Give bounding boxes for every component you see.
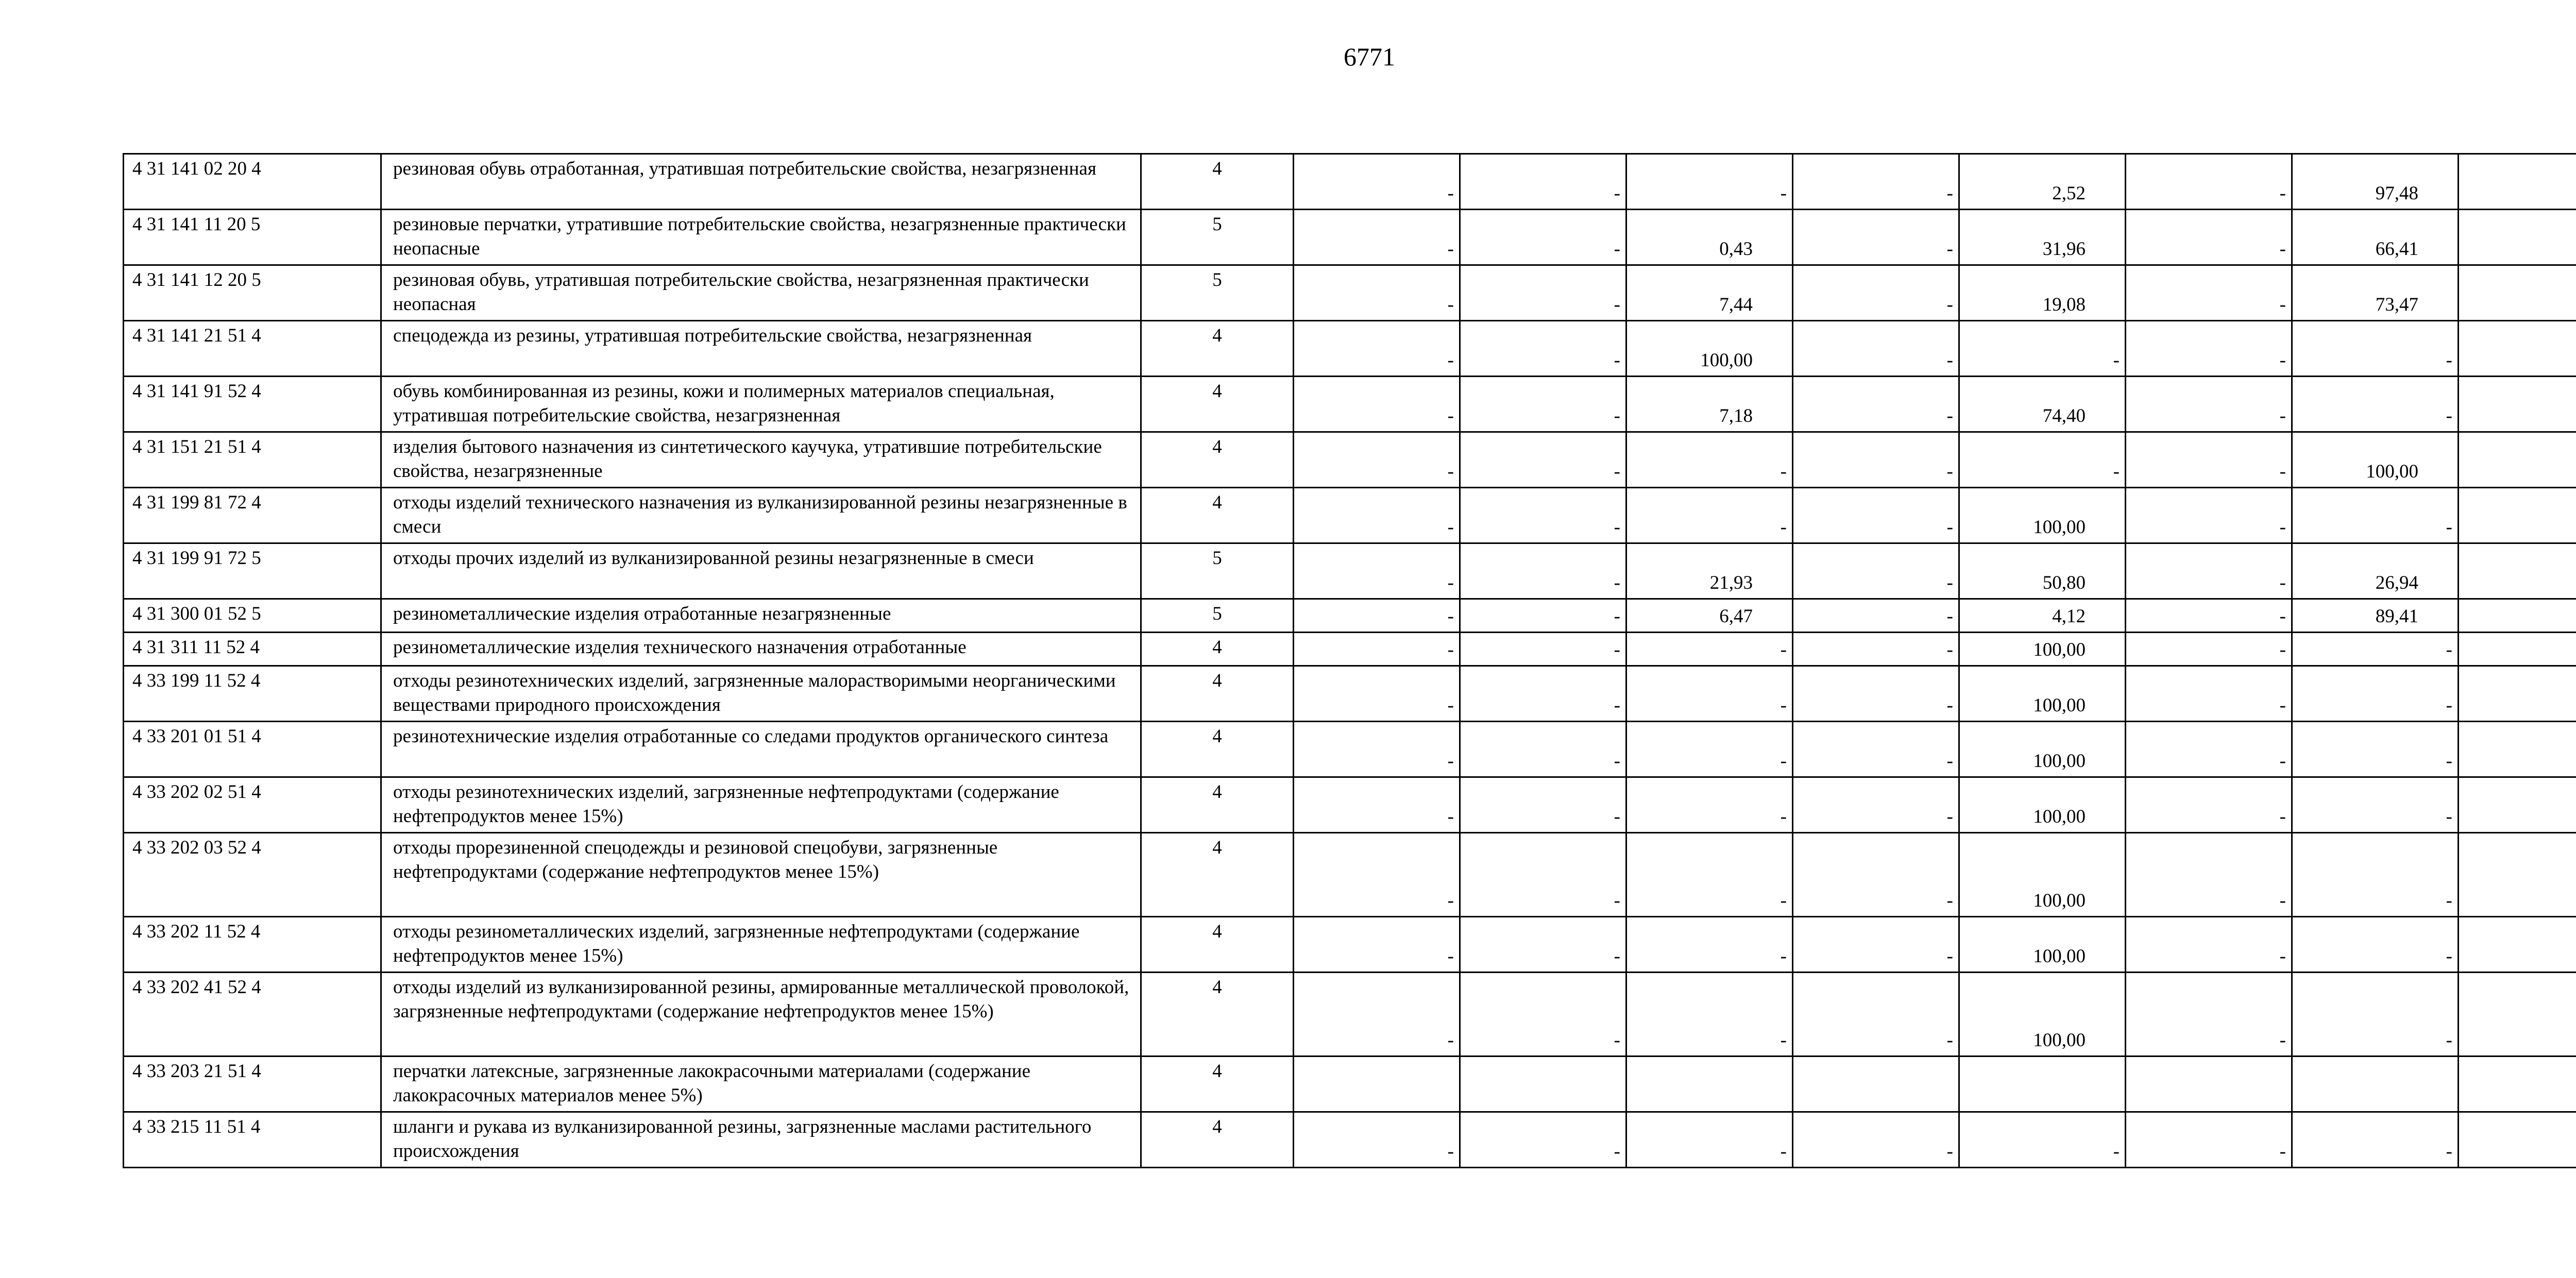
value-cell-7: - <box>2292 777 2459 833</box>
hazard-class-cell: 4 <box>1141 488 1294 543</box>
value-cell-1: - <box>1294 722 1460 777</box>
value-cell-1: - <box>1294 833 1460 917</box>
value-cell-3: 0,43 <box>1626 210 1793 265</box>
value-cell-4: - <box>1793 210 1959 265</box>
value-cell-6: - <box>2126 377 2292 432</box>
value-cell-4: - <box>1793 599 1959 633</box>
table-row <box>124 1112 2576 1168</box>
value-cell-1: - <box>1294 265 1460 321</box>
value-cell-2: - <box>1460 666 1626 722</box>
waste-code-cell: 4 33 202 02 51 4 <box>124 777 381 833</box>
value-cell-6: - <box>2126 265 2292 321</box>
value-cell-3: - <box>1626 973 1793 1057</box>
waste-code-cell: 4 33 202 03 52 4 <box>124 833 381 917</box>
value-cell-3: 7,44 <box>1626 265 1793 321</box>
hazard-class-cell: 4 <box>1141 973 1294 1057</box>
waste-code-cell: 4 31 199 91 72 5 <box>124 543 381 599</box>
value-cell-1: - <box>1294 777 1460 833</box>
value-cell-8 <box>2459 666 2576 722</box>
value-cell-2: - <box>1460 599 1626 633</box>
value-cell-7: - <box>2292 973 2459 1057</box>
value-cell-4: - <box>1793 633 1959 666</box>
waste-name-cell: отходы прорезиненной спецодежды и резиновой спецобуви, загрязненные нефтепродуктами (содержание нефтепродуктов менее 15%) <box>381 833 1141 917</box>
value-cell-2: - <box>1460 543 1626 599</box>
value-cell-1: - <box>1294 488 1460 543</box>
value-cell-4 <box>1793 1057 1959 1112</box>
value-cell-4: - <box>1793 321 1959 377</box>
value-cell-8 <box>2459 377 2576 432</box>
value-cell-4: - <box>1793 265 1959 321</box>
value-cell-5: - <box>1959 1112 2126 1168</box>
table-row <box>124 722 2576 777</box>
value-cell-4: - <box>1793 666 1959 722</box>
value-cell-4: - <box>1793 973 1959 1057</box>
value-cell-8 <box>2459 833 2576 917</box>
waste-name-cell: отходы резинометаллических изделий, загрязненные нефтепродуктами (содержание нефтепродуктов менее 15%) <box>381 917 1141 973</box>
waste-code-cell: 4 31 199 81 72 4 <box>124 488 381 543</box>
value-cell-5: 100,00 <box>1959 722 2126 777</box>
waste-name-cell: резинометаллические изделия технического назначения отработанные <box>381 633 1141 666</box>
value-cell-7: 66,41 <box>2292 210 2459 265</box>
value-cell-8 <box>2459 973 2576 1057</box>
value-cell-2: - <box>1460 917 1626 973</box>
table-row <box>124 488 2576 543</box>
value-cell-6: - <box>2126 210 2292 265</box>
waste-code-cell: 4 33 202 11 52 4 <box>124 917 381 973</box>
value-cell-5: - <box>1959 321 2126 377</box>
waste-code-cell: 4 31 141 12 20 5 <box>124 265 381 321</box>
value-cell-8 <box>2459 917 2576 973</box>
value-cell-6: - <box>2126 321 2292 377</box>
value-cell-1: - <box>1294 321 1460 377</box>
value-cell-3: - <box>1626 917 1793 973</box>
hazard-class-cell: 4 <box>1141 432 1294 488</box>
value-cell-3: - <box>1626 1112 1793 1168</box>
value-cell-8 <box>2459 265 2576 321</box>
value-cell-1 <box>1294 1057 1460 1112</box>
waste-name-cell: отходы резинотехнических изделий, загрязненные нефтепродуктами (содержание нефтепродуктов менее 15%) <box>381 777 1141 833</box>
page-number: 6771 <box>1344 42 1395 71</box>
value-cell-4: - <box>1793 154 1959 210</box>
value-cell-6: - <box>2126 633 2292 666</box>
value-cell-7 <box>2292 1057 2459 1112</box>
value-cell-8 <box>2459 777 2576 833</box>
waste-code-cell: 4 33 215 11 51 4 <box>124 1112 381 1168</box>
waste-code-cell: 4 33 203 21 51 4 <box>124 1057 381 1112</box>
table-row <box>124 777 2576 833</box>
value-cell-3: 21,93 <box>1626 543 1793 599</box>
value-cell-8 <box>2459 488 2576 543</box>
value-cell-6: - <box>2126 488 2292 543</box>
value-cell-6 <box>2126 1057 2292 1112</box>
waste-code-cell: 4 31 141 11 20 5 <box>124 210 381 265</box>
hazard-class-cell: 4 <box>1141 833 1294 917</box>
value-cell-7: 100,00 <box>2292 432 2459 488</box>
value-cell-6: - <box>2126 1112 2292 1168</box>
value-cell-8 <box>2459 633 2576 666</box>
value-cell-2: - <box>1460 722 1626 777</box>
waste-code-cell: 4 31 141 91 52 4 <box>124 377 381 432</box>
hazard-class-cell: 5 <box>1141 210 1294 265</box>
value-cell-1: - <box>1294 1112 1460 1168</box>
value-cell-1: - <box>1294 543 1460 599</box>
hazard-class-cell: 4 <box>1141 777 1294 833</box>
value-cell-7: 89,41 <box>2292 599 2459 633</box>
value-cell-3: - <box>1626 633 1793 666</box>
value-cell-6: - <box>2126 543 2292 599</box>
waste-name-cell: отходы резинотехнических изделий, загрязненные малорастворимыми неорганическими веществами природного происхождения <box>381 666 1141 722</box>
waste-name-cell: обувь комбинированная из резины, кожи и полимерных материалов специальная, утратившая потребительские свойства, незагрязненная <box>381 377 1141 432</box>
value-cell-2: - <box>1460 777 1626 833</box>
value-cell-4: - <box>1793 833 1959 917</box>
hazard-class-cell: 4 <box>1141 321 1294 377</box>
value-cell-5: 100,00 <box>1959 488 2126 543</box>
value-cell-4: - <box>1793 432 1959 488</box>
value-cell-6: - <box>2126 722 2292 777</box>
value-cell-3: - <box>1626 777 1793 833</box>
hazard-class-cell: 5 <box>1141 543 1294 599</box>
value-cell-3: - <box>1626 833 1793 917</box>
value-cell-7: 26,94 <box>2292 543 2459 599</box>
value-cell-3 <box>1626 1057 1793 1112</box>
value-cell-1: - <box>1294 633 1460 666</box>
hazard-class-cell: 4 <box>1141 722 1294 777</box>
waste-code-cell: 4 33 199 11 52 4 <box>124 666 381 722</box>
value-cell-2: - <box>1460 1112 1626 1168</box>
value-cell-3: - <box>1626 432 1793 488</box>
table-row <box>124 833 2576 917</box>
value-cell-7: - <box>2292 633 2459 666</box>
value-cell-3: 6,47 <box>1626 599 1793 633</box>
waste-name-cell: изделия бытового назначения из синтетического каучука, утратившие потребительские свойства, незагрязненные <box>381 432 1141 488</box>
value-cell-8 <box>2459 1057 2576 1112</box>
value-cell-2: - <box>1460 154 1626 210</box>
value-cell-1: - <box>1294 210 1460 265</box>
value-cell-5: 4,12 <box>1959 599 2126 633</box>
value-cell-1: - <box>1294 432 1460 488</box>
waste-composition-table <box>123 153 2576 1168</box>
hazard-class-cell: 5 <box>1141 599 1294 633</box>
value-cell-7: - <box>2292 1112 2459 1168</box>
value-cell-2: - <box>1460 321 1626 377</box>
value-cell-1: - <box>1294 599 1460 633</box>
value-cell-4: - <box>1793 543 1959 599</box>
waste-name-cell: шланги и рукава из вулканизированной резины, загрязненные маслами растительного происхождения <box>381 1112 1141 1168</box>
value-cell-5: 100,00 <box>1959 917 2126 973</box>
waste-name-cell: отходы прочих изделий из вулканизированной резины незагрязненные в смеси <box>381 543 1141 599</box>
value-cell-3: - <box>1626 722 1793 777</box>
value-cell-7: - <box>2292 917 2459 973</box>
value-cell-5 <box>1959 1057 2126 1112</box>
value-cell-3: - <box>1626 154 1793 210</box>
value-cell-4: - <box>1793 722 1959 777</box>
waste-name-cell: резиновые перчатки, утратившие потребительские свойства, незагрязненные практически неопасные <box>381 210 1141 265</box>
value-cell-2: - <box>1460 488 1626 543</box>
table-row <box>124 599 2576 633</box>
value-cell-5: 74,40 <box>1959 377 2126 432</box>
value-cell-7: - <box>2292 321 2459 377</box>
hazard-class-cell: 4 <box>1141 666 1294 722</box>
value-cell-8 <box>2459 722 2576 777</box>
value-cell-2: - <box>1460 377 1626 432</box>
value-cell-6: - <box>2126 666 2292 722</box>
value-cell-8 <box>2459 1112 2576 1168</box>
table-row <box>124 321 2576 377</box>
waste-code-cell: 4 31 151 21 51 4 <box>124 432 381 488</box>
value-cell-8 <box>2459 210 2576 265</box>
waste-code-cell: 4 31 141 02 20 4 <box>124 154 381 210</box>
waste-code-cell: 4 31 311 11 52 4 <box>124 633 381 666</box>
waste-name-cell: резинометаллические изделия отработанные незагрязненные <box>381 599 1141 633</box>
value-cell-5: 100,00 <box>1959 666 2126 722</box>
waste-name-cell: отходы изделий технического назначения из вулканизированной резины незагрязненные в смеси <box>381 488 1141 543</box>
hazard-class-cell: 5 <box>1141 265 1294 321</box>
value-cell-5: 100,00 <box>1959 777 2126 833</box>
value-cell-5: - <box>1959 432 2126 488</box>
value-cell-3: 7,18 <box>1626 377 1793 432</box>
table-row <box>124 210 2576 265</box>
value-cell-8 <box>2459 599 2576 633</box>
value-cell-5: 50,80 <box>1959 543 2126 599</box>
hazard-class-cell: 4 <box>1141 1057 1294 1112</box>
value-cell-3: - <box>1626 666 1793 722</box>
value-cell-5: 100,00 <box>1959 833 2126 917</box>
hazard-class-cell: 4 <box>1141 1112 1294 1168</box>
waste-code-cell: 4 31 300 01 52 5 <box>124 599 381 633</box>
value-cell-8 <box>2459 321 2576 377</box>
value-cell-6: - <box>2126 973 2292 1057</box>
value-cell-2: - <box>1460 633 1626 666</box>
value-cell-2 <box>1460 1057 1626 1112</box>
value-cell-8 <box>2459 432 2576 488</box>
waste-name-cell: резинотехнические изделия отработанные со следами продуктов органического синтеза <box>381 722 1141 777</box>
value-cell-8 <box>2459 154 2576 210</box>
waste-code-cell: 4 33 201 01 51 4 <box>124 722 381 777</box>
waste-name-cell: резиновая обувь отработанная, утратившая потребительские свойства, незагрязненная <box>381 154 1141 210</box>
value-cell-7: - <box>2292 722 2459 777</box>
value-cell-1: - <box>1294 973 1460 1057</box>
table-row <box>124 1057 2576 1112</box>
value-cell-4: - <box>1793 777 1959 833</box>
table-row <box>124 265 2576 321</box>
waste-name-cell: перчатки латексные, загрязненные лакокрасочными материалами (содержание лакокрасочных материалов менее 5%) <box>381 1057 1141 1112</box>
value-cell-3: 100,00 <box>1626 321 1793 377</box>
hazard-class-cell: 4 <box>1141 917 1294 973</box>
value-cell-5: 31,96 <box>1959 210 2126 265</box>
value-cell-8 <box>2459 543 2576 599</box>
table-row <box>124 666 2576 722</box>
value-cell-5: 100,00 <box>1959 973 2126 1057</box>
value-cell-1: - <box>1294 666 1460 722</box>
value-cell-4: - <box>1793 488 1959 543</box>
value-cell-6: - <box>2126 833 2292 917</box>
value-cell-4: - <box>1793 377 1959 432</box>
waste-code-cell: 4 31 141 21 51 4 <box>124 321 381 377</box>
value-cell-7: - <box>2292 488 2459 543</box>
hazard-class-cell: 4 <box>1141 633 1294 666</box>
table-row <box>124 543 2576 599</box>
value-cell-2: - <box>1460 973 1626 1057</box>
value-cell-5: 100,00 <box>1959 633 2126 666</box>
value-cell-7: 73,47 <box>2292 265 2459 321</box>
value-cell-5: 2,52 <box>1959 154 2126 210</box>
table-row <box>124 917 2576 973</box>
value-cell-5: 19,08 <box>1959 265 2126 321</box>
waste-name-cell: отходы изделий из вулканизированной резины, армированные металлической проволокой, загрязненные нефтепродуктами (содержание нефтепродуктов менее 15%) <box>381 973 1141 1057</box>
value-cell-2: - <box>1460 210 1626 265</box>
value-cell-2: - <box>1460 833 1626 917</box>
value-cell-7: - <box>2292 833 2459 917</box>
value-cell-2: - <box>1460 265 1626 321</box>
value-cell-1: - <box>1294 154 1460 210</box>
table-row <box>124 633 2576 666</box>
value-cell-1: - <box>1294 917 1460 973</box>
value-cell-6: - <box>2126 154 2292 210</box>
value-cell-6: - <box>2126 432 2292 488</box>
value-cell-1: - <box>1294 377 1460 432</box>
value-cell-4: - <box>1793 1112 1959 1168</box>
waste-code-cell: 4 33 202 41 52 4 <box>124 973 381 1057</box>
waste-name-cell: спецодежда из резины, утратившая потребительские свойства, незагрязненная <box>381 321 1141 377</box>
waste-name-cell: резиновая обувь, утратившая потребительские свойства, незагрязненная практически неопасная <box>381 265 1141 321</box>
table-body <box>124 154 2576 1168</box>
table-row <box>124 154 2576 210</box>
value-cell-7: - <box>2292 377 2459 432</box>
value-cell-3: - <box>1626 488 1793 543</box>
hazard-class-cell: 4 <box>1141 377 1294 432</box>
value-cell-4: - <box>1793 917 1959 973</box>
table-row <box>124 432 2576 488</box>
value-cell-2: - <box>1460 432 1626 488</box>
value-cell-6: - <box>2126 777 2292 833</box>
table-row <box>124 973 2576 1057</box>
value-cell-7: - <box>2292 666 2459 722</box>
table-row <box>124 377 2576 432</box>
hazard-class-cell: 4 <box>1141 154 1294 210</box>
value-cell-6: - <box>2126 917 2292 973</box>
value-cell-6: - <box>2126 599 2292 633</box>
value-cell-7: 97,48 <box>2292 154 2459 210</box>
